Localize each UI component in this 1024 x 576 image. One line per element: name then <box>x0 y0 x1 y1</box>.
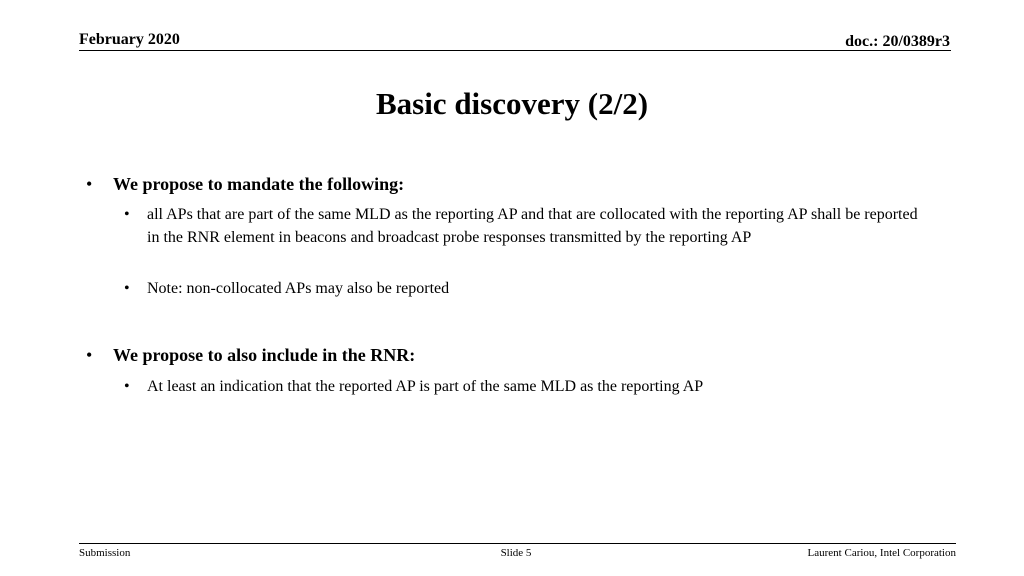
footer-slide-number: Slide 5 <box>500 547 532 559</box>
header-divider <box>79 50 951 51</box>
sub-bullet-item <box>124 375 924 398</box>
header-date: February 2020 <box>79 31 180 48</box>
bullet-icon: • <box>86 174 93 194</box>
header-doc-number: doc.: 20/0389r3 <box>845 33 950 50</box>
bullet-text: We propose to mandate the following: <box>113 174 405 194</box>
bullet-text: We propose to also include in the RNR: <box>113 345 416 365</box>
sub-bullet-icon: • <box>124 378 130 395</box>
slide-title: Basic discovery (2/2) <box>375 86 649 121</box>
sub-bullet-item <box>124 203 924 249</box>
footer-divider <box>79 543 956 544</box>
sub-bullet-icon: • <box>124 280 130 297</box>
sub-bullet-item <box>124 277 924 300</box>
sub-bullet-text: all APs that are part of the same MLD as the reporting AP and that are collocated with the reporting AP shall be reported in the RNR element in beacons and broadcast probe responses transmitted by the reporting AP <box>147 206 918 246</box>
footer-author: Laurent Cariou, Intel Corporation <box>807 547 956 559</box>
sub-bullet-text: Note: non-collocated APs may also be reported <box>147 280 450 297</box>
sub-bullet-icon: • <box>124 206 130 223</box>
bullet-icon: • <box>86 345 93 365</box>
footer-submission: Submission <box>79 547 131 559</box>
sub-bullet-text: At least an indication that the reported AP is part of the same MLD as the reporting AP <box>147 378 704 395</box>
